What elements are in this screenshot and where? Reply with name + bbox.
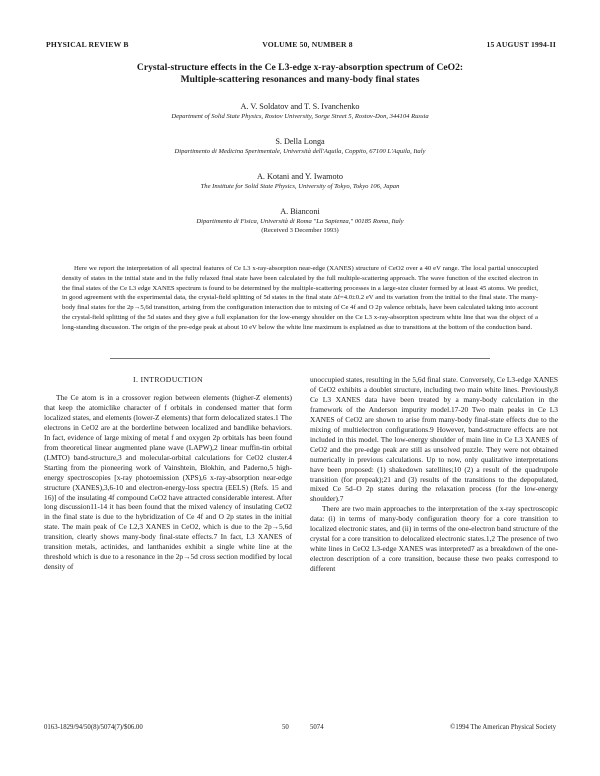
running-head [46,40,556,49]
journal-name: PHYSICAL REVIEW B [46,40,129,49]
title-line-1: Crystal-structure effects in the Ce L3-edge x-ray-absorption spectrum of CeO2: [136,62,464,73]
affiliation: The Institute for Solid State Physics, University of Tokyo, Tokyo 106, Japan [200,183,400,190]
paragraph: There are two main approaches to the interpretation of the x-ray spectroscopic data: (i) in terms of many-body configuration theory for a core transition to localized electronic states, and (ii) in terms of the one-electron band structure of the crystal for a core transition to delocalized electronic states.1,2 The presence of two white lines in CeO2 L3-edge XANES was interpreted7 as a breakdown of the one-electron description of a core transition, because these two peaks correspond to different [310,504,558,574]
volume-number: VOLUME 50, NUMBER 8 [262,40,353,49]
issue-date: 15 AUGUST 1994-II [486,40,556,49]
author-names: A. Bianconi [280,207,320,216]
affiliation: Dipartimento di Fisica, Università di Roma "La Sapienza," 00185 Roma, Italy [196,218,404,225]
section-heading: I. INTRODUCTION [133,375,203,384]
author-names: A. V. Soldatov and T. S. Ivanchenko [240,102,360,111]
volume-num: 50 [282,724,289,731]
left-column [44,375,292,572]
right-column [310,375,558,574]
title-line-2: Multiple-scattering resonances and many-body final states [180,74,420,85]
abstract-divider [110,358,490,359]
author-names: S. Della Longa [275,137,325,146]
received-date: (Received 3 December 1993) [261,227,339,234]
paragraph: unoccupied states, resulting in the 5,6d final state. Conversely, Ce L3-edge XANES of CeO2 exhibits a doublet structure, including two main white lines. Previously,8 Ce L3 XANES data have been treated by a many-body calculation in the framework of the Anderson impurity model.17-20 Two main peaks in Ce L3 XANES of CeO2 are shown to arise from many-body final-state effects due to the mixing of multielectron configurations.9 However, band-structure effects are not included in this model. The low-energy shoulder of main line in Ce L3 XANES of CeO2 and the pre-edge peak are still as unsolved puzzle. They were not obtained numerically in previous calculations. Up to now, only qualitative interpretations have been proposed: (1) shakedown satellites;10 (2) a result of the quadrupole transition (for prepeak);21 and (3) results of the transitions to the depopulated, mixed Ce 5d–O 2p states during the relaxation process (for the low-energy shoulder).7 [310,375,558,504]
page-footer [44,724,556,731]
author-names: A. Kotani and Y. Iwamoto [257,172,343,181]
paper-title [60,62,540,86]
author-group-2 [60,136,540,156]
page-number: 5074 [310,724,324,731]
author-group-1 [60,101,540,121]
author-group-4 [60,206,540,235]
affiliation: Dipartimento di Medicina Sperimentale, Università dell'Aquila, Coppito, 67100 L'Aquila, Italy [174,148,426,155]
article-code: 0163-1829/94/50(8)/5074(7)/$06.00 [44,724,143,731]
abstract: Here we report the interpretation of all spectral features of Ce L3 x-ray-absorption near-edge (XANES) structure of CeO2 over a 40 eV range. The local partial unoccupied density of states in the initial state and in the fully relaxed final state have been calculated by the full multiple-scattering approach. The wave function of the excited electron in the final states of the Ce L3 edge XANES spectrum is found to be determined by the multiple-scattering processes in a large-size cluster formed by at least 45 atoms. We predict, in good agreement with the experimental data, the crystal-field splitting of 5d states in the final state Δf=4.0±0.2 eV and its variation from the initial to the final state. The many-body final states for the 2p→5,6d transition, arising from the configuration interaction due to mixing of Ce 4f and O 2p valence orbitals, have been calculated taking into account the crystal-field splitting of the 5d states and they give a full explanation for the low-energy shoulder on the Ce L3 x-ray-absorption spectrum white line that was the object of a long-standing discussion. The origin of the pre-edge peak at about 10 eV below the white line maximum is explained as due to transitions at the bottom of the conduction band. [62,265,538,331]
paragraph: The Ce atom is in a crossover region between elements (higher-Z elements) that keep the atomiclike character of f orbitals in condensed matter that form localized states, and elements (lower-Z elements) that form delocalized states.1 The electrons in CeO2 are at the borderline between localized and bandlike behaviors. In fact, evidence of large mixing of metal f and oxygen 2p orbitals has been found from theoretical linear augmented plane wave (LAPW),2 linear muffin-tin orbital (LMTO) band-structure,3 and molecular-orbital calculations for CeO2 cluster.4 Starting from the pioneering work of Vainshtein, Blokhin, and Paderno,5 high-energy spectroscopies [x-ray photoemission (XPS),6 x-ray-absorption near-edge structure (XANES),3,6-10 and electron-energy-loss spectra (EELS) (Refs. 15 and 16)] of the insulating 4f compound CeO2 have attracted considerable interest. After long discussion11-14 it has been found that the mixed valency of insulating CeO2 in the final state is due to the hybridization of Ce 4f and O 2p states in the initial state. The main peak of Ce L2,3 XANES in CeO2, which is due to the 2p→5,6d transition, clearly shows many-body final-state effects.7 In fact, L3 XANES of transition metals, actinides, and lanthanides exhibit a single white line at the threshold which is due to a resonance in the 2p→5d cross section modified by local density of [44,393,292,572]
copyright: ©1994 The American Physical Society [450,724,556,731]
affiliation: Department of Solid State Physics, Rostov University, Sorge Street 5, Rostov-Don, 344104 Russia [171,113,429,120]
author-group-3 [60,171,540,191]
